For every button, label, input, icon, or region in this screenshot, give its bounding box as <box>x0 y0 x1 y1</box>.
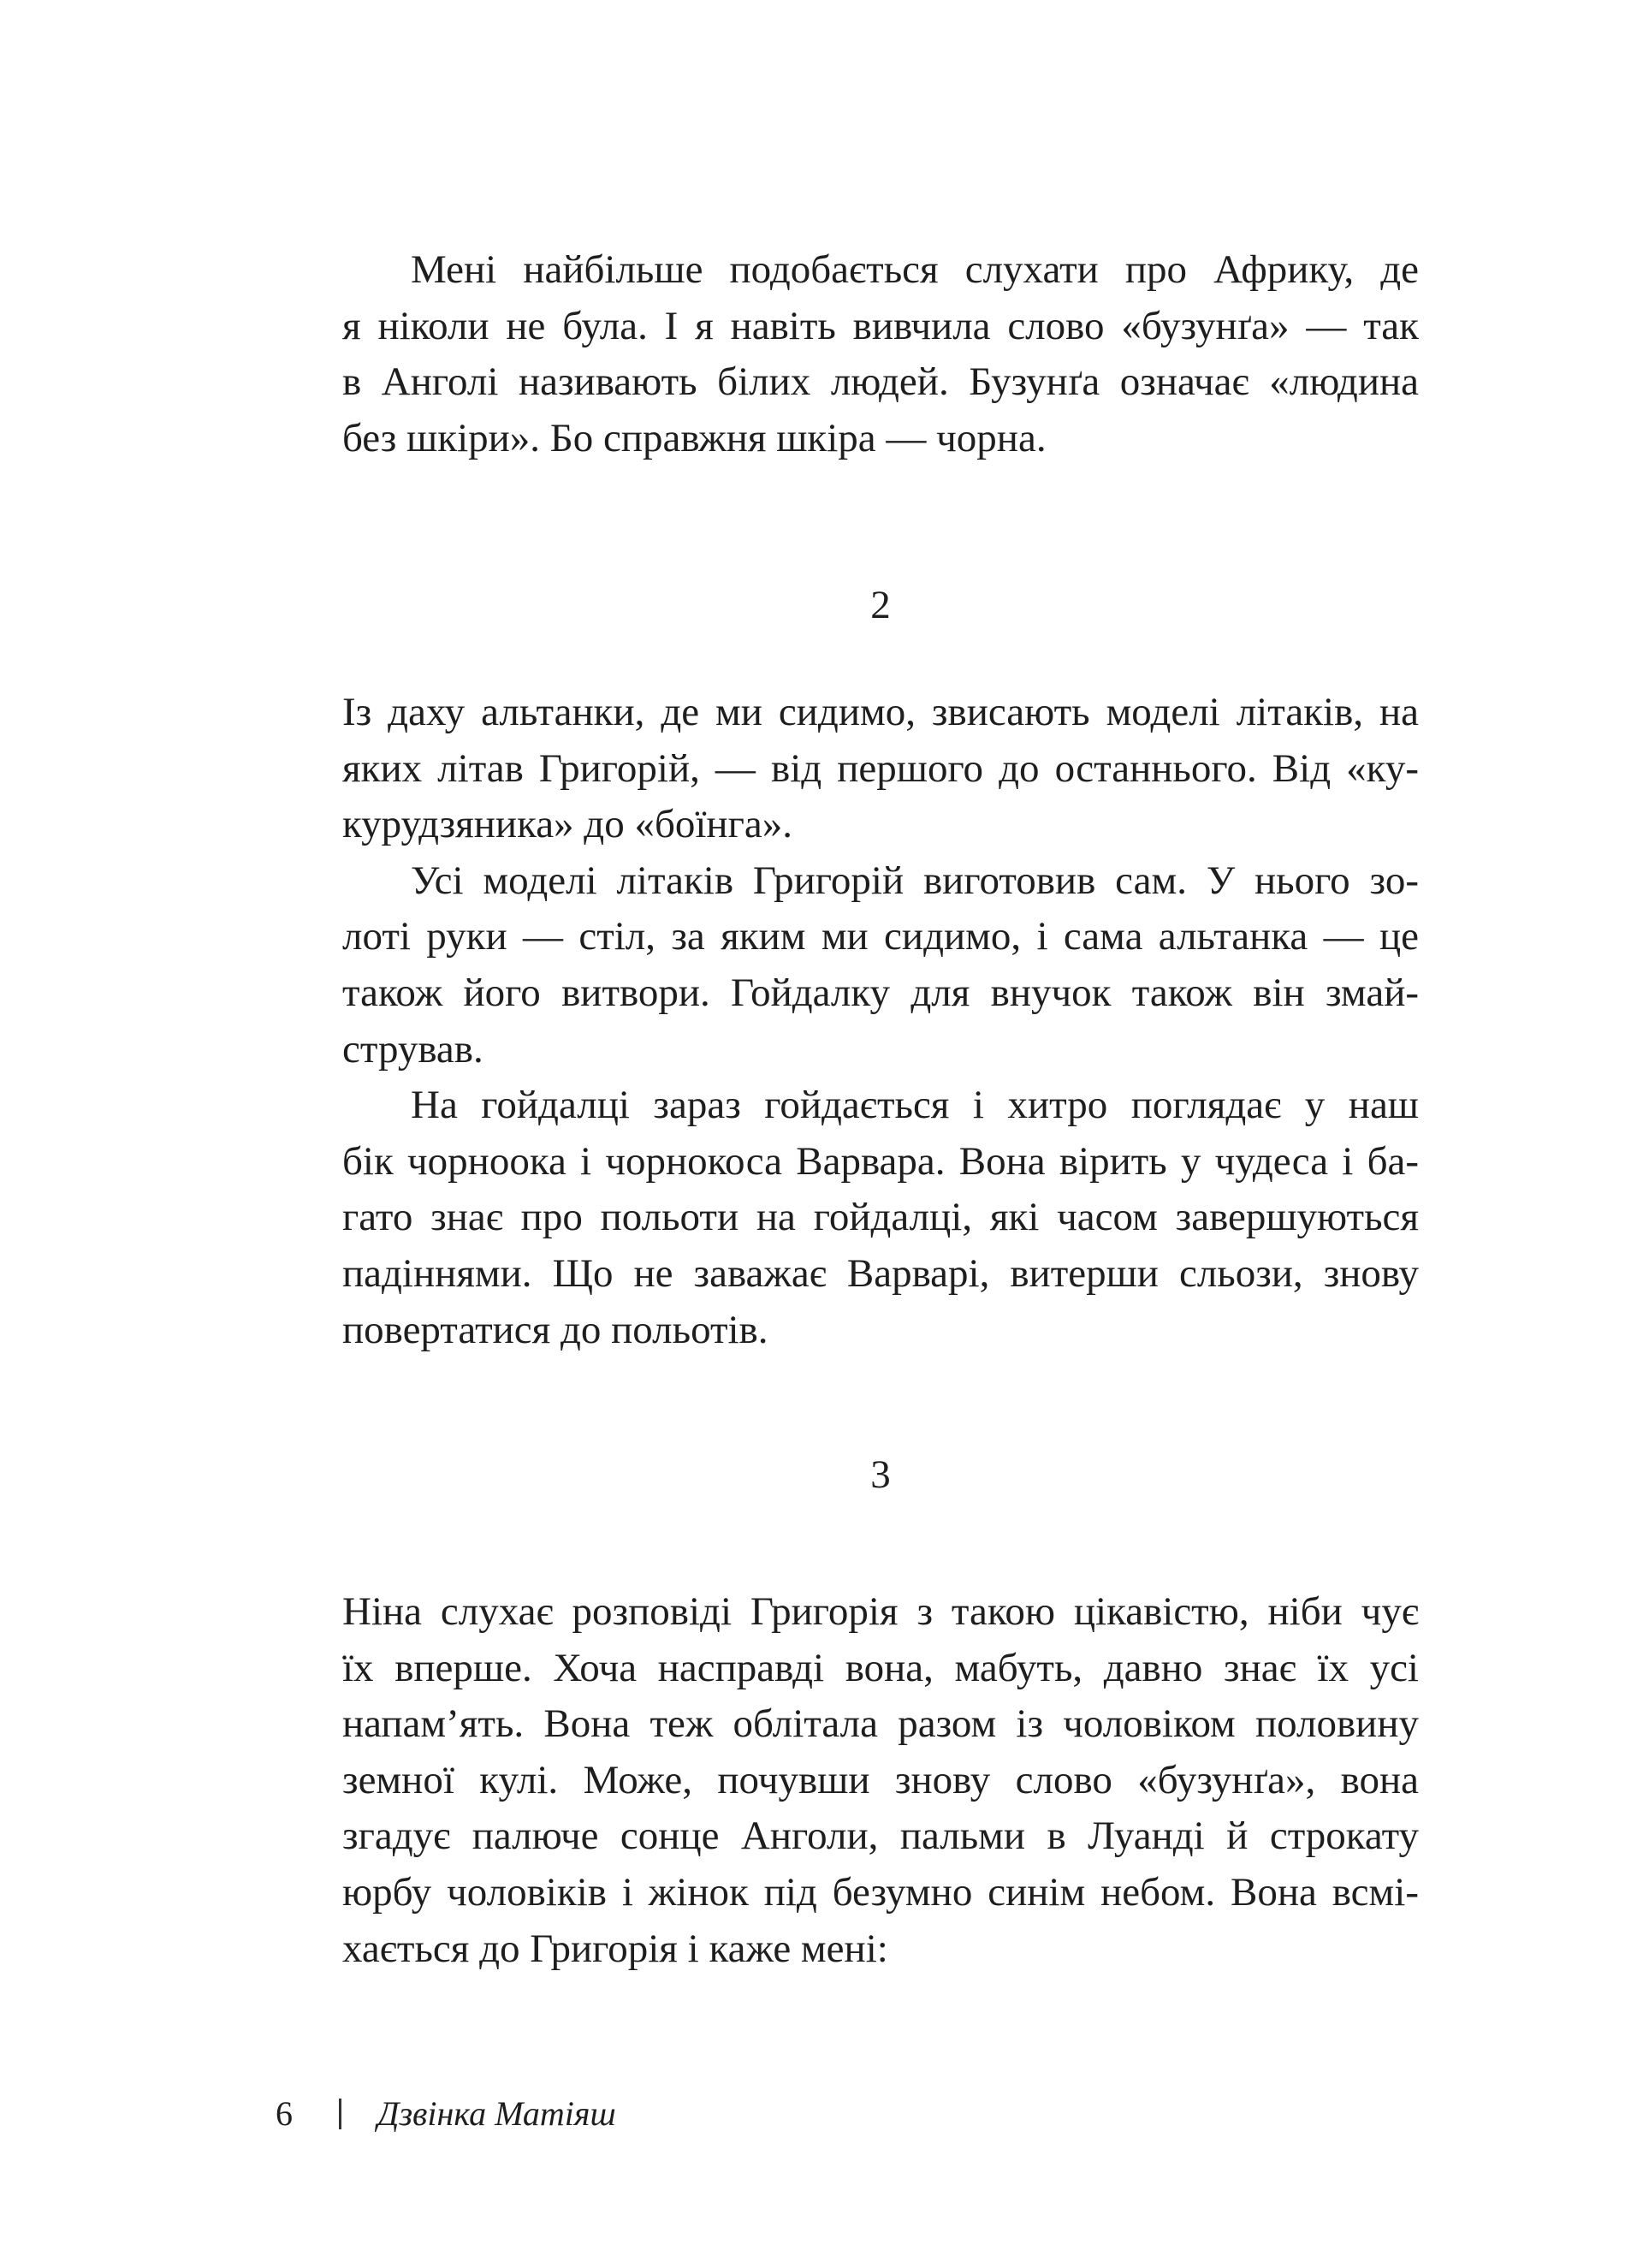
text-line: без шкіри». Бо справжня шкіра — чорна. <box>342 415 1047 460</box>
text-line: Ніна слухає розповіді Григорія з такою цікавістю, ніби чує <box>342 1589 1419 1634</box>
text-line: хається до Григорія і каже мені: <box>342 1926 888 1971</box>
text-line: згадує палюче сонце Анголи, пальми в Луанді й строкату <box>342 1814 1419 1859</box>
text-line: їх вперше. Хоча насправді вона, мабуть, давно знає їх усі <box>342 1645 1419 1690</box>
text-line: падіннями. Що не заважає Варварі, витерши сльози, знову <box>342 1250 1419 1296</box>
text-line: На гойдалці зараз гойдається і хитро поглядає у наш <box>411 1083 1419 1128</box>
paragraph-block-3 <box>342 1584 1419 1977</box>
page-footer <box>276 2090 616 2138</box>
text-line: повертатися до польотів. <box>342 1307 768 1352</box>
paragraph-block-2 <box>342 685 1419 1358</box>
text-line: яких літав Григорій, — від першого до останнього. Від «ку- <box>342 745 1419 791</box>
text-line: бік чорноока і чорнокоса Варвара. Вона вірить у чудеса і ба- <box>342 1138 1419 1184</box>
section-number-2: 2 <box>870 583 891 627</box>
text-line: курудзяника» до «боїнга». <box>342 802 792 847</box>
text-line: лоті руки — стіл, за яким ми сидимо, і сама альтанка — це <box>342 914 1419 959</box>
text-line: я ніколи не була. І я навіть вивчила слово «бузунґа» — так <box>342 303 1419 348</box>
page-number: 6 <box>276 2094 293 2133</box>
text-line: стрував. <box>342 1026 483 1072</box>
text-line: в Анголі називають білих людей. Бузунґа означає «людина <box>342 359 1419 405</box>
paragraph-block-1 <box>342 242 1419 466</box>
text-line: юрбу чоловіків і жінок під безумно синім небом. Вона всмі- <box>342 1869 1419 1915</box>
text-line: Мені найбільше подобається слухати про Африку, де <box>411 247 1419 292</box>
section-number-3: 3 <box>870 1452 891 1497</box>
text-line: Усі моделі літаків Григорій виготовив сам. У нього зо- <box>411 858 1419 903</box>
text-line: гато знає про польоти на гойдалці, які часом завершуються <box>342 1195 1419 1240</box>
text-line: земної кулі. Може, почувши знову слово «бузунґа», вона <box>342 1757 1419 1802</box>
text-line: Із даху альтанки, де ми сидимо, звисають моделі літаків, на <box>342 690 1419 734</box>
text-line: також його витвори. Гойдалку для внучок також він змай- <box>342 970 1419 1015</box>
footer-divider <box>339 2099 341 2129</box>
author-name: Дзвінка Матіяш <box>377 2094 616 2133</box>
text-line: напам’ять. Вона теж облітала разом із чоловіком половину <box>342 1701 1419 1747</box>
